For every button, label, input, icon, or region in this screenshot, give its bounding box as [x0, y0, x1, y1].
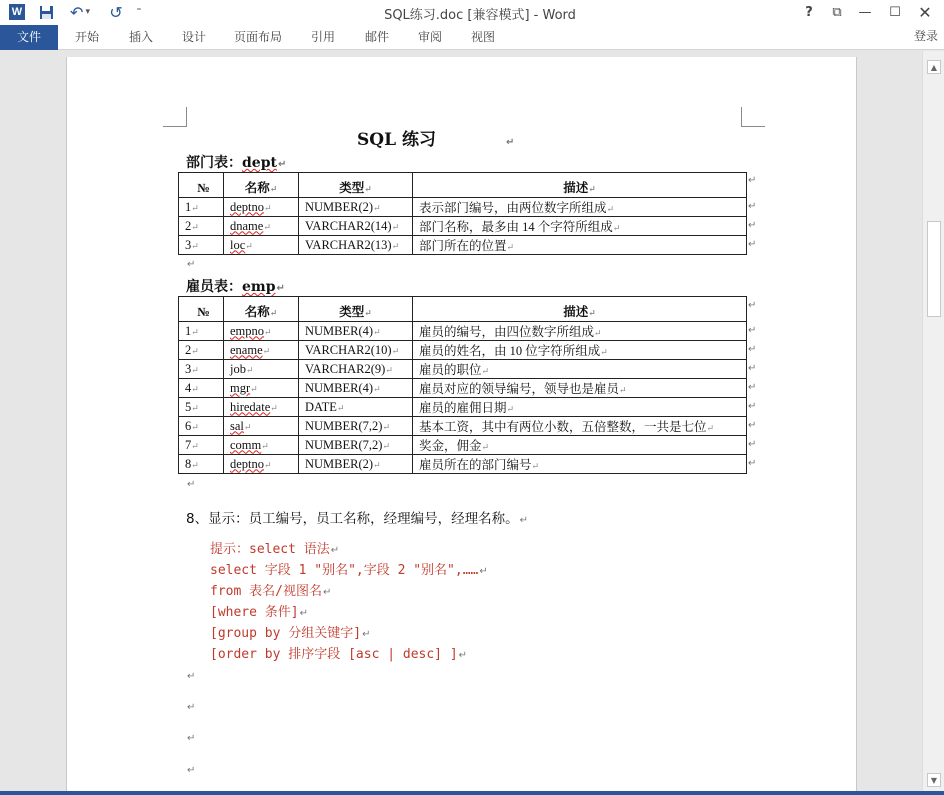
tab-design[interactable]: 设计: [181, 30, 206, 44]
emp-rows: [179, 322, 747, 474]
scrollbar-thumb[interactable]: [927, 221, 941, 317]
cell-name: sal↵: [224, 417, 299, 436]
cell-name: ename↵: [224, 341, 299, 360]
ribbon-tab-bar: [0, 25, 944, 50]
cell-number: 1↵: [179, 198, 224, 217]
paragraph-mark: ↵: [519, 515, 528, 526]
paragraph-mark: ↵: [187, 259, 196, 270]
cell-description: 基本工资，其中有两位小数，五倍整数，一共是七位↵: [413, 417, 747, 436]
tab-mailings[interactable]: 邮件: [364, 30, 389, 44]
cell-number: 3↵: [179, 360, 224, 379]
dept-table-name: dept: [242, 155, 277, 171]
table-row: [179, 398, 747, 417]
save-button[interactable]: [36, 3, 56, 21]
row-end-mark: ↵: [748, 458, 757, 469]
cell-number: 7↵: [179, 436, 224, 455]
document-workspace: [0, 51, 922, 791]
tab-insert[interactable]: 插入: [128, 30, 153, 44]
tab-references[interactable]: 引用: [310, 30, 335, 44]
customize-icon: ⁼: [136, 7, 142, 17]
cell-name: job↵: [224, 360, 299, 379]
tab-layout[interactable]: 页面布局: [233, 30, 282, 44]
cell-type: NUMBER(4)↵: [299, 379, 413, 398]
cell-number: 6↵: [179, 417, 224, 436]
row-end-mark: ↵: [748, 300, 757, 311]
table-row: [179, 236, 747, 255]
hint-line: from 表名/视图名↵: [210, 584, 332, 599]
row-end-mark: ↵: [748, 239, 757, 250]
cell-type: DATE↵: [299, 398, 413, 417]
cell-number: 5↵: [179, 398, 224, 417]
row-end-mark: ↵: [748, 439, 757, 450]
table-row: [179, 360, 747, 379]
undo-button[interactable]: [66, 3, 94, 21]
scroll-up-button[interactable]: [927, 60, 941, 74]
row-end-mark: ↵: [748, 401, 757, 412]
dept-label: 部门表：: [186, 155, 242, 171]
emp-section-heading: [186, 276, 285, 296]
row-end-mark: ↵: [748, 220, 757, 231]
cell-name: empno↵: [224, 322, 299, 341]
row-end-mark: ↵: [748, 325, 757, 336]
cell-type: NUMBER(4)↵: [299, 322, 413, 341]
undo-icon: ↶: [70, 2, 84, 22]
paragraph-mark: ↵: [187, 733, 196, 744]
emp-label: 雇员表：: [186, 279, 242, 295]
hint-line: 提示：select 语法↵: [210, 542, 340, 557]
save-icon: [39, 5, 54, 20]
row-end-mark: ↵: [748, 382, 757, 393]
header-name: 名称↵: [224, 173, 299, 198]
question-8: [186, 507, 528, 527]
cell-description: 雇员的姓名，由 10 位字符所组成↵: [413, 341, 747, 360]
redo-icon: ↺: [109, 2, 123, 22]
scroll-down-button[interactable]: [927, 773, 941, 787]
cell-description: 雇员所在的部门编号↵: [413, 455, 747, 474]
minimize-button[interactable]: —: [858, 4, 872, 20]
header-name: 名称↵: [224, 297, 299, 322]
page-corner-mark: [741, 107, 765, 127]
arrow-down-icon: ▼: [930, 775, 938, 785]
cell-name: deptno↵: [224, 455, 299, 474]
page-corner-mark: [163, 107, 187, 127]
table-row: [179, 217, 747, 236]
cell-number: 2↵: [179, 217, 224, 236]
cell-type: VARCHAR2(13)↵: [299, 236, 413, 255]
emp-table: [178, 296, 747, 474]
header-type: 类型↵: [299, 173, 413, 198]
status-bar-edge: [0, 791, 944, 795]
emp-table-name: emp: [242, 279, 276, 295]
dept-section-heading: [186, 152, 286, 172]
row-end-mark: ↵: [748, 201, 757, 212]
cell-name: deptno↵: [224, 198, 299, 217]
hint-line: [order by 排序字段 [asc | desc] ]↵: [210, 647, 468, 662]
paragraph-mark: ↵: [187, 479, 196, 490]
document-heading: [357, 125, 514, 150]
cell-number: 3↵: [179, 236, 224, 255]
cell-name: comm↵: [224, 436, 299, 455]
paragraph-mark: ↵: [276, 283, 285, 294]
cell-type: NUMBER(2)↵: [299, 198, 413, 217]
cell-number: 8↵: [179, 455, 224, 474]
close-button[interactable]: ✕: [918, 2, 932, 22]
cell-type: VARCHAR2(10)↵: [299, 341, 413, 360]
row-end-mark: ↵: [748, 420, 757, 431]
undo-dropdown-icon[interactable]: ▾: [85, 7, 90, 17]
tab-home[interactable]: 开始: [74, 30, 99, 44]
sign-in-link[interactable]: 登录: [914, 29, 939, 43]
cell-number: 1↵: [179, 322, 224, 341]
cell-type: NUMBER(7,2)↵: [299, 436, 413, 455]
header-description: 描述↵: [413, 173, 747, 198]
cell-number: 2↵: [179, 341, 224, 360]
redo-button[interactable]: [106, 3, 126, 21]
table-row: [179, 341, 747, 360]
cell-name: dname↵: [224, 217, 299, 236]
row-end-mark: ↵: [748, 363, 757, 374]
cell-description: 部门名称，最多由 14 个字符所组成↵: [413, 217, 747, 236]
tab-view[interactable]: 视图: [470, 30, 495, 44]
header-number: №: [179, 173, 224, 198]
table-row: [179, 322, 747, 341]
hint-line: [group by 分组关键字]↵: [210, 626, 371, 641]
cell-name: hiredate↵: [224, 398, 299, 417]
customize-quick-access-button[interactable]: [132, 3, 146, 21]
cell-description: 部门所在的位置↵: [413, 236, 747, 255]
document-page[interactable]: [66, 57, 857, 791]
cell-type: NUMBER(7,2)↵: [299, 417, 413, 436]
cell-description: 雇员的编号，由四位数字所组成↵: [413, 322, 747, 341]
cell-description: 雇员的雇佣日期↵: [413, 398, 747, 417]
hint-line: [where 条件]↵: [210, 605, 309, 620]
maximize-button[interactable]: ☐: [889, 4, 901, 20]
table-row: [179, 436, 747, 455]
arrow-up-icon: ▲: [930, 62, 938, 72]
ribbon-display-options-button[interactable]: ⧉: [832, 4, 842, 20]
word-app-icon[interactable]: [8, 3, 26, 21]
help-button[interactable]: ?: [805, 4, 813, 20]
header-number: №: [179, 297, 224, 322]
cell-description: 雇员对应的领导编号，领导也是雇员↵: [413, 379, 747, 398]
tab-review[interactable]: 审阅: [417, 30, 442, 44]
dept-table: [178, 172, 747, 255]
cell-number: 4↵: [179, 379, 224, 398]
header-type: 类型↵: [299, 297, 413, 322]
cell-type: VARCHAR2(9)↵: [299, 360, 413, 379]
heading-text: SQL 练习: [357, 130, 436, 150]
table-row: [179, 379, 747, 398]
table-row: [179, 198, 747, 217]
paragraph-mark: ↵: [505, 137, 515, 148]
cell-name: loc↵: [224, 236, 299, 255]
word-logo-letter: W: [9, 4, 25, 20]
hint-line: select 字段 1 "别名",字段 2 "别名",……↵: [210, 563, 488, 578]
cell-description: 表示部门编号，由两位数字所组成↵: [413, 198, 747, 217]
window-title: SQL练习.doc [兼容模式] - Word: [384, 8, 576, 23]
paragraph-mark: ↵: [187, 671, 196, 682]
paragraph-mark: ↵: [187, 702, 196, 713]
title-bar: [0, 0, 944, 25]
table-row: [179, 455, 747, 474]
row-end-mark: ↵: [748, 344, 757, 355]
cell-description: 奖金，佣金↵: [413, 436, 747, 455]
cell-type: NUMBER(2)↵: [299, 455, 413, 474]
dept-rows: [179, 198, 747, 255]
paragraph-mark: ↵: [187, 765, 196, 776]
table-row: [179, 417, 747, 436]
vertical-scrollbar[interactable]: [922, 51, 944, 791]
paragraph-mark: ↵: [277, 159, 287, 170]
cell-name: mgr↵: [224, 379, 299, 398]
header-description: 描述↵: [413, 297, 747, 322]
row-end-mark: ↵: [748, 175, 757, 186]
cell-type: VARCHAR2(14)↵: [299, 217, 413, 236]
tab-file[interactable]: 文件: [0, 25, 58, 50]
question-text: 8、显示：员工编号，员工名称，经理编号，经理名称。: [186, 511, 519, 527]
cell-description: 雇员的职位↵: [413, 360, 747, 379]
